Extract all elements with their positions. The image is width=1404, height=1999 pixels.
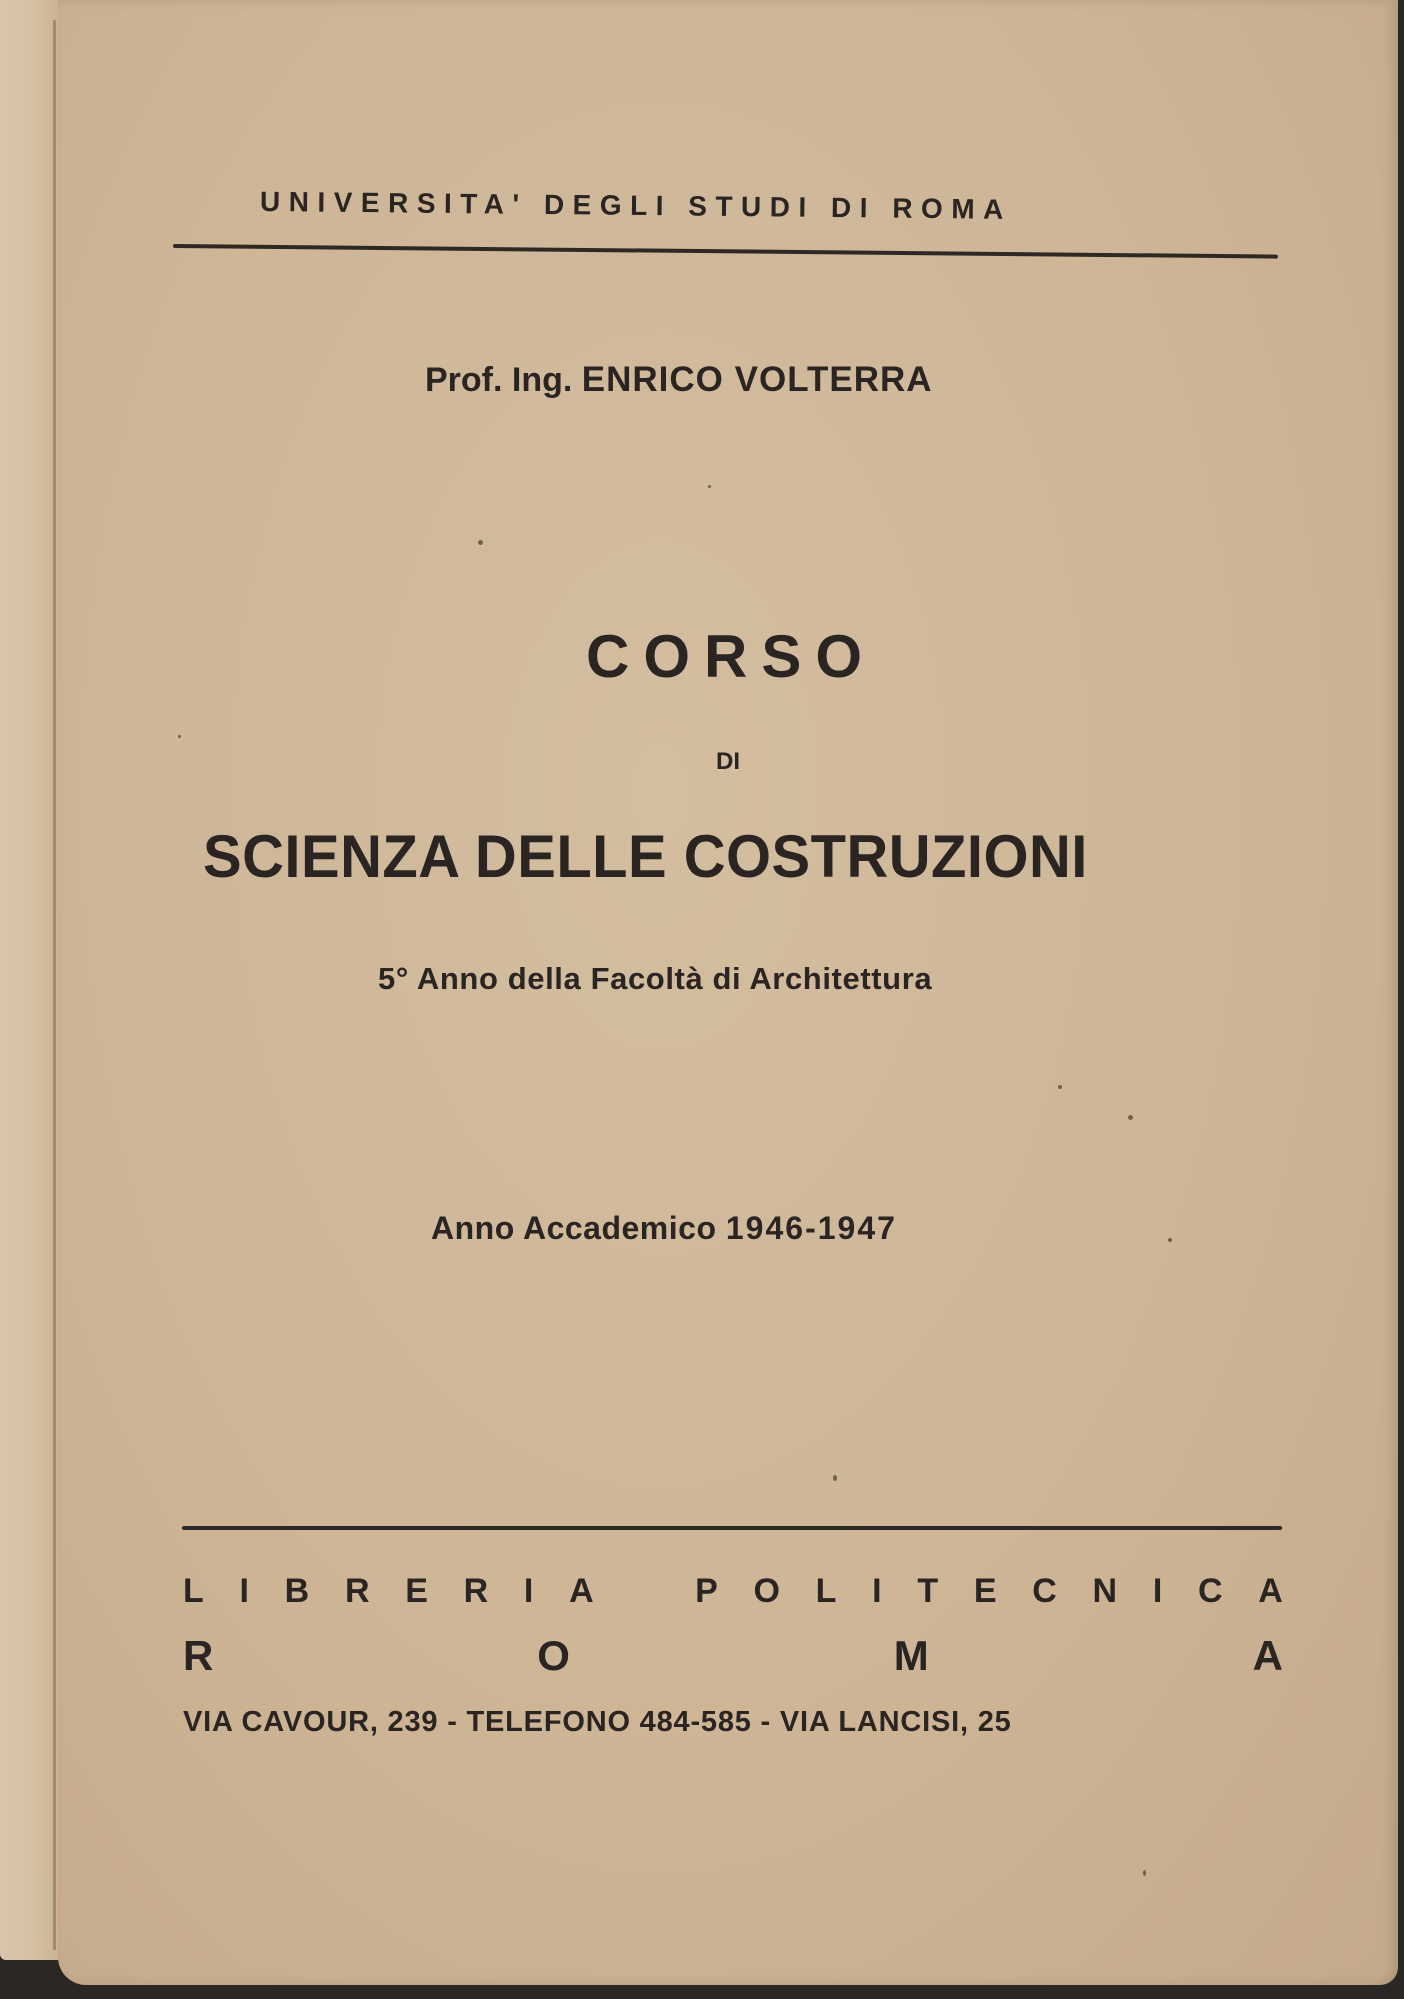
paper-speck xyxy=(708,485,711,488)
spaced-letter: I xyxy=(523,1572,534,1610)
facing-page-edge xyxy=(0,0,60,1960)
publisher-address-text: VIA CAVOUR, 239 - TELEFONO 484-585 - VIA LANCISI, 25 xyxy=(183,1706,1012,1738)
author-prefix: Prof. Ing. xyxy=(425,361,573,399)
paper-speck xyxy=(178,735,181,738)
spaced-letter: R xyxy=(183,1632,214,1679)
spaced-letter: A xyxy=(569,1572,594,1610)
title-subject: SCIENZA DELLE COSTRUZIONI xyxy=(203,823,1088,890)
institution-heading: UNIVERSITA' DEGLI STUDI DI ROMA xyxy=(259,186,1013,225)
spaced-letter: I xyxy=(1152,1572,1163,1610)
subtitle-faculty: 5° Anno della Facoltà di Architettura xyxy=(378,961,933,996)
book-gutter xyxy=(53,20,56,1950)
spaced-letter: M xyxy=(893,1632,929,1679)
title-corso: CORSO xyxy=(585,623,877,690)
paper-speck xyxy=(1058,1085,1062,1089)
paper-speck xyxy=(1168,1238,1172,1242)
spaced-letter: A xyxy=(1252,1632,1283,1679)
spaced-letter: C xyxy=(1197,1572,1223,1610)
paper-speck xyxy=(833,1475,837,1481)
spaced-letter: E xyxy=(973,1572,997,1610)
spaced-letter: N xyxy=(1092,1572,1118,1610)
title-di: DI xyxy=(716,748,740,775)
paper-speck xyxy=(1128,1115,1133,1120)
spaced-letter: R xyxy=(344,1572,370,1610)
spaced-letter: L xyxy=(183,1572,204,1610)
spaced-letter: R xyxy=(463,1572,489,1610)
spaced-letter: C xyxy=(1032,1572,1057,1610)
spaced-letter: P xyxy=(695,1572,718,1610)
spaced-letter: B xyxy=(284,1572,310,1610)
author-line xyxy=(425,360,933,400)
publisher-name xyxy=(183,1572,1283,1611)
paper-speck xyxy=(1143,1870,1146,1876)
paper-speck xyxy=(478,540,483,545)
spaced-letter: I xyxy=(239,1572,249,1610)
academic-year-value: 1946-1947 xyxy=(725,1210,897,1246)
academic-year xyxy=(431,1210,897,1247)
title-page xyxy=(58,0,1398,1985)
spaced-letter: O xyxy=(753,1572,780,1610)
letter-gap xyxy=(629,1572,659,1611)
publisher-city xyxy=(183,1632,1283,1680)
spaced-letter: L xyxy=(815,1572,837,1610)
publisher-address xyxy=(183,1706,1283,1739)
bottom-rule-divider xyxy=(182,1526,1282,1530)
spaced-letter: E xyxy=(405,1572,428,1610)
author-name: ENRICO VOLTERRA xyxy=(581,360,933,399)
academic-year-label: Anno Accademico xyxy=(431,1210,717,1246)
top-rule-divider xyxy=(173,244,1278,259)
spaced-letter: T xyxy=(917,1572,939,1610)
spaced-letter: A xyxy=(1258,1572,1283,1610)
spaced-letter: O xyxy=(537,1632,570,1679)
spaced-letter: I xyxy=(872,1572,882,1610)
